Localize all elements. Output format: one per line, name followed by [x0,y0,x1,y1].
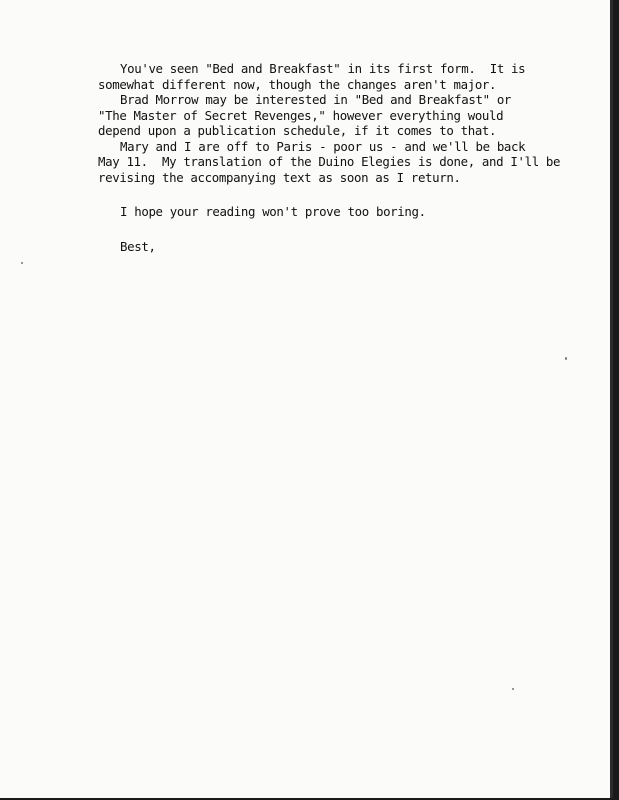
letter-line: You've seen "Bed and Breakfast" in its first form. It is [120,61,526,76]
closing: Best, [120,238,156,254]
letter-body [98,61,561,254]
letter-line: revising the accompanying text as soon as I return. [98,169,461,185]
letter-line: Brad Morrow may be interested in "Bed and Breakfast" or [120,92,512,107]
paper-speck [512,688,514,690]
paper-speck [21,262,23,264]
letter-line: May 11. My translation of the Duino Elegies is done, and I'll be [98,154,561,169]
letter-line: Mary and I are off to Paris - poor us - and we'll be back [120,138,526,154]
paragraph-gap [98,185,538,204]
letter-line: I hope your reading won't prove too boring. [120,204,426,219]
letter-line: depend upon a publication schedule, if it comes to that. [98,123,497,138]
paragraph-gap [98,220,538,239]
letter-line: somewhat different now, though the changes aren't major. [98,76,497,92]
paper-speck [565,357,567,360]
letter-line: "The Master of Secret Revenges," however everything would [98,107,504,123]
